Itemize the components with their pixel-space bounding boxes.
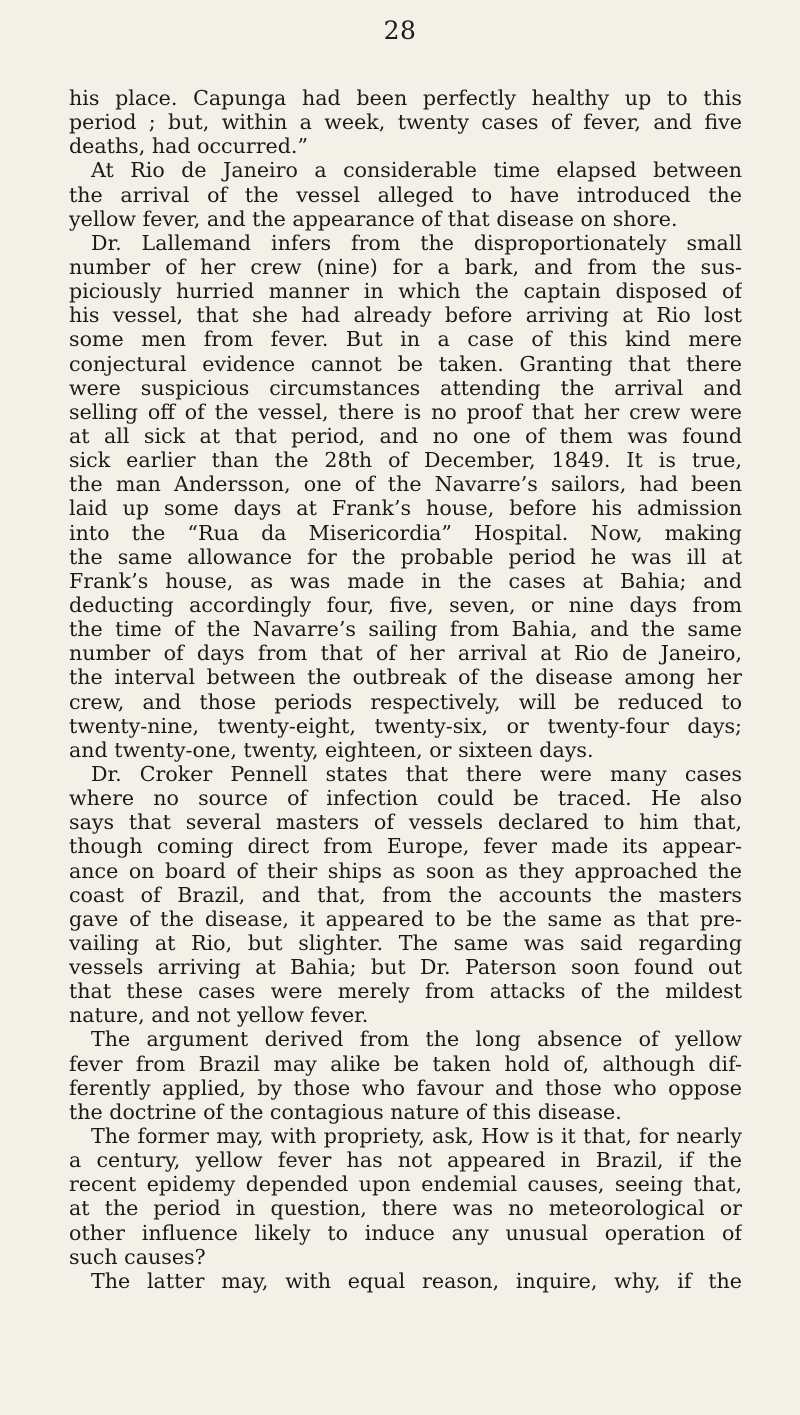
text-line: vessels arriving at Bahia; but Dr. Paterson soon found out [69, 955, 742, 980]
page-number: 28 [383, 16, 417, 45]
text-line: the time of the Navarre’s sailing from Bahia, and the same [69, 617, 742, 642]
text-line: some men from fever. But in a case of this kind mere [69, 327, 742, 352]
text-line: the interval between the outbreak of the disease among her [69, 665, 742, 690]
text-line: number of days from that of her arrival at Rio de Janeiro, [69, 641, 742, 666]
text-line: says that several masters of vessels declared to him that, [69, 810, 742, 835]
text-line: the doctrine of the contagious nature of this disease. [69, 1099, 622, 1124]
text-line: the man Andersson, one of the Navarre’s sailors, had been [69, 472, 742, 497]
text-line: Frank’s house, as was made in the cases at Bahia; and [69, 568, 742, 593]
text-line: nature, and not yellow fever. [69, 1003, 369, 1028]
text-line: deaths, had occurred.” [69, 134, 308, 159]
text-line: into the “Rua da Misericordia” Hospital. Now, making [69, 520, 742, 545]
text-line: that these cases were merely from attacks of the mildest [69, 979, 742, 1004]
text-line: selling off of the vessel, there is no proof that her crew were [69, 399, 742, 424]
text-line: Dr. Lallemand infers from the disproportionately small [91, 230, 742, 255]
text-line: sick earlier than the 28th of December, 1849. It is true, [69, 448, 742, 473]
text-line: deducting accordingly four, five, seven, or nine days from [69, 592, 742, 617]
text-line: fever from Brazil may alike be taken hold of, although dif- [69, 1051, 742, 1076]
text-line: a century, yellow fever has not appeared in Brazil, if the [69, 1148, 742, 1173]
text-line: twenty-nine, twenty-eight, twenty-six, or twenty-four days; [69, 713, 742, 738]
text-line: Dr. Croker Pennell states that there were many cases [91, 761, 742, 786]
text-line: The argument derived from the long absence of yellow [91, 1027, 742, 1052]
text-line: were suspicious circumstances attending the arrival and [69, 375, 742, 400]
text-line: recent epidemy depended upon endemial causes, seeing that, [69, 1172, 742, 1197]
text-line: ferently applied, by those who favour and those who oppose [69, 1075, 742, 1100]
text-line: crew, and those periods respectively, will be reduced to [69, 689, 742, 714]
text-line: The former may, with propriety, ask, How is it that, for nearly [91, 1124, 742, 1149]
text-line: the arrival of the vessel alleged to have introduced the [69, 182, 742, 207]
text-line: at the period in question, there was no meteorological or [69, 1196, 742, 1221]
text-line: at all sick at that period, and no one of them was found [69, 423, 742, 448]
text-line: gave of the disease, it appeared to be the same as that pre- [69, 906, 742, 931]
text-line: yellow fever, and the appearance of that disease on shore. [69, 206, 678, 231]
text-line: laid up some days at Frank’s house, before his admission [69, 496, 742, 521]
text-line: At Rio de Janeiro a considerable time elapsed between [91, 158, 742, 183]
text-line: where no source of infection could be traced. He also [69, 786, 742, 811]
text-line: though coming direct from Europe, fever made its appear- [69, 834, 742, 859]
body-text [69, 86, 742, 1293]
text-line: other influence likely to induce any unusual operation of [69, 1220, 742, 1245]
text-line: period ; but, within a week, twenty cases of fever, and five [69, 110, 742, 135]
text-line: vailing at Rio, but slighter. The same was said regarding [69, 930, 742, 955]
text-line: and twenty-one, twenty, eighteen, or sixteen days. [69, 737, 594, 762]
text-line: coast of Brazil, and that, from the accounts the masters [69, 882, 742, 907]
text-line: his vessel, that she had already before arriving at Rio lost [69, 303, 742, 328]
text-line: piciously hurried manner in which the captain disposed of [69, 279, 742, 304]
text-line: conjectural evidence cannot be taken. Granting that there [69, 351, 742, 376]
text-line: number of her crew (nine) for a bark, and from the sus- [69, 254, 742, 279]
text-line: ance on board of their ships as soon as they approached the [69, 858, 742, 883]
text-line: the same allowance for the probable period he was ill at [69, 544, 742, 569]
text-line: his place. Capunga had been perfectly healthy up to this [69, 86, 742, 110]
text-line: such causes? [69, 1244, 206, 1269]
text-line: The latter may, with equal reason, inquire, why, if the [91, 1268, 742, 1293]
